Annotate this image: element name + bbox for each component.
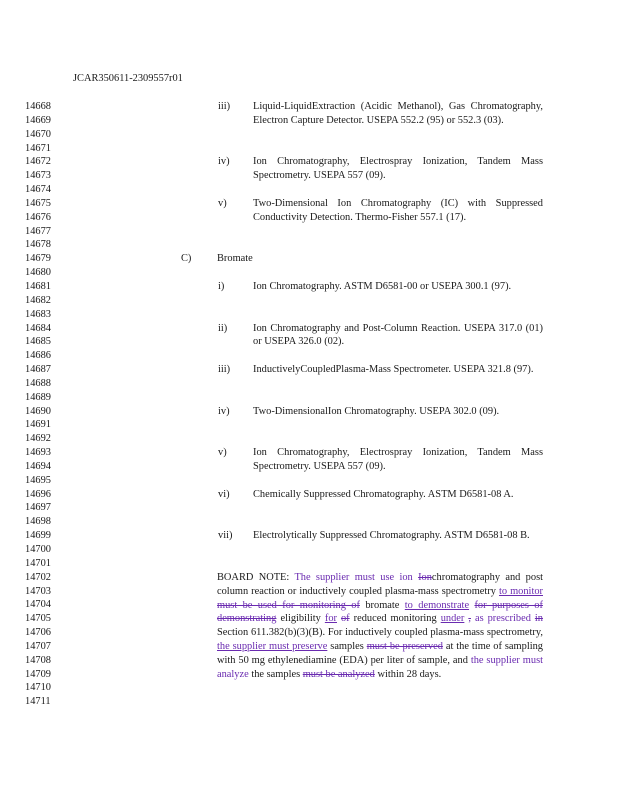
deleted-text: of — [340, 613, 350, 625]
inserted-text: the supplier must preserve — [217, 641, 328, 653]
item-number: iv) — [218, 156, 230, 168]
deleted-text: Ion — [418, 571, 432, 583]
line-number: 14688 — [25, 377, 51, 389]
line-number: 14674 — [25, 184, 51, 196]
line-number: 14669 — [25, 114, 51, 126]
deleted-text: must be analyzed — [302, 668, 375, 680]
line-number: 14698 — [25, 516, 51, 528]
section-letter: C) — [181, 253, 192, 265]
line-number: 14692 — [25, 433, 51, 445]
line-number: 14683 — [25, 308, 51, 320]
line-number: 14707 — [25, 640, 51, 652]
note-text: chromatography and post column reaction or inductively coupled plasma-mass spectrometry — [217, 571, 543, 597]
item-text: Ion Chromatography, Electrospray Ionization, Tandem Mass Spectrometry. USEPA 557 (09). — [253, 447, 543, 473]
item-number: vii) — [218, 530, 233, 542]
line-number: 14702 — [25, 571, 51, 583]
line-number: 14703 — [25, 585, 51, 597]
line-number: 14671 — [25, 142, 51, 154]
line-number: 14701 — [25, 557, 51, 569]
note-text: the samples — [251, 668, 303, 680]
line-number: 14682 — [25, 294, 51, 306]
note-text: within 28 days. — [377, 668, 442, 680]
line-number: 14711 — [25, 696, 51, 708]
item-number: i) — [218, 281, 225, 293]
line-number: 14668 — [25, 101, 51, 112]
line-number: 14699 — [25, 530, 51, 542]
item-text: Liquid-LiquidExtraction (Acidic Methanol), Gas Chromatography, Electron Capture Detector. USEPA 552.2 (95) or 552.3 (03). — [253, 101, 543, 126]
note-text: eligibility — [280, 613, 325, 625]
line-number: 14684 — [25, 322, 51, 334]
item-text: Ion Chromatography, Electrospray Ionization, Tandem Mass Spectrometry. USEPA 557 (09). — [253, 156, 543, 182]
item-number: iii) — [218, 364, 231, 376]
line-number: 14689 — [25, 391, 51, 403]
inserted-text: as prescribed — [474, 613, 531, 625]
line-number: 14673 — [25, 170, 51, 182]
line-number: 14704 — [25, 599, 51, 611]
line-number: 14676 — [25, 211, 51, 223]
line-number: 14687 — [25, 364, 51, 376]
line-number: 14709 — [25, 668, 51, 680]
line-number: 14706 — [25, 627, 51, 639]
inserted-text: for — [324, 613, 337, 625]
line-number: 14708 — [25, 654, 51, 666]
item-number: iv) — [218, 405, 230, 417]
line-number: 14672 — [25, 156, 51, 168]
deleted-text: must be used for monitoring of — [217, 599, 360, 611]
item-number: v) — [218, 197, 227, 209]
line-number: 14677 — [25, 225, 51, 237]
item-text: Electrolytically Suppressed Chromatography. ASTM D6581-08 B. — [253, 530, 530, 542]
line-number: 14681 — [25, 280, 51, 292]
line-number: 14679 — [25, 253, 51, 265]
note-text: bromate — [365, 599, 405, 611]
line-numbers — [25, 100, 55, 709]
line-number: 14705 — [25, 613, 51, 625]
line-number: 14680 — [25, 267, 51, 279]
line-number: 14700 — [25, 544, 51, 555]
deleted-text: for purposes of demonstrating — [217, 599, 543, 625]
item-number: ii) — [218, 322, 228, 334]
line-number: 14686 — [25, 350, 51, 362]
line-number: 14697 — [25, 502, 51, 514]
item-number: iii) — [218, 101, 231, 112]
deleted-text: must be preserved — [366, 641, 443, 653]
line-number: 14694 — [25, 460, 51, 472]
inserted-text: under — [440, 613, 465, 625]
item-text: Two-Dimensional Ion Chromatography (IC) with Suppressed Conductivity Detection. Thermo-Fisher 557.1 (17). — [253, 197, 543, 223]
inserted-text: The supplier must use ion — [294, 571, 413, 583]
item-text: Chemically Suppressed Chromatography. ASTM D6581-08 A. — [253, 488, 514, 500]
note-text: reduced monitoring — [353, 613, 441, 625]
section-title: Bromate — [217, 253, 253, 265]
inserted-text: the supplier must analyze — [217, 654, 543, 680]
note-text: Section 611.382(b)(3)(B). For inductively coupled plasma-mass spectrometry, — [217, 627, 543, 639]
line-number: 14696 — [25, 488, 51, 500]
item-text: InductivelyCoupledPlasma-Mass Spectrometer. USEPA 321.8 (97). — [253, 364, 534, 376]
line-number: 14685 — [25, 336, 51, 348]
line-number: 14675 — [25, 197, 51, 209]
item-number: vi) — [218, 488, 230, 500]
board-note — [217, 571, 543, 682]
line-number: 14670 — [25, 128, 51, 140]
note-text: BOARD NOTE: — [217, 571, 295, 583]
line-number: 14690 — [25, 405, 51, 417]
note-text: samples — [330, 641, 367, 653]
document-header: JCAR350611-2309557r01 — [73, 73, 183, 84]
note-text: at the time of sampling with 50 mg ethylenediamine (EDA) per liter of sample, and — [217, 641, 543, 666]
line-number: 14691 — [25, 419, 51, 431]
line-number: 14695 — [25, 474, 51, 486]
item-text: Ion Chromatography. ASTM D6581-00 or USEPA 300.1 (97). — [253, 281, 512, 293]
item-text: Two-DimensionalIon Chromatography. USEPA 302.0 (09). — [253, 405, 500, 417]
inserted-text: to monitor — [498, 585, 543, 597]
deleted-text: in — [534, 613, 543, 625]
item-text: Ion Chromatography and Post-Column Reaction. USEPA 317.0 (01) or USEPA 326.0 (02). — [253, 322, 543, 348]
item-number: v) — [218, 447, 227, 459]
line-number: 14693 — [25, 447, 51, 459]
line-number: 14678 — [25, 239, 51, 251]
deleted-text: , — [468, 613, 471, 625]
line-number: 14710 — [25, 682, 51, 694]
inserted-text: to demonstrate — [404, 599, 470, 611]
